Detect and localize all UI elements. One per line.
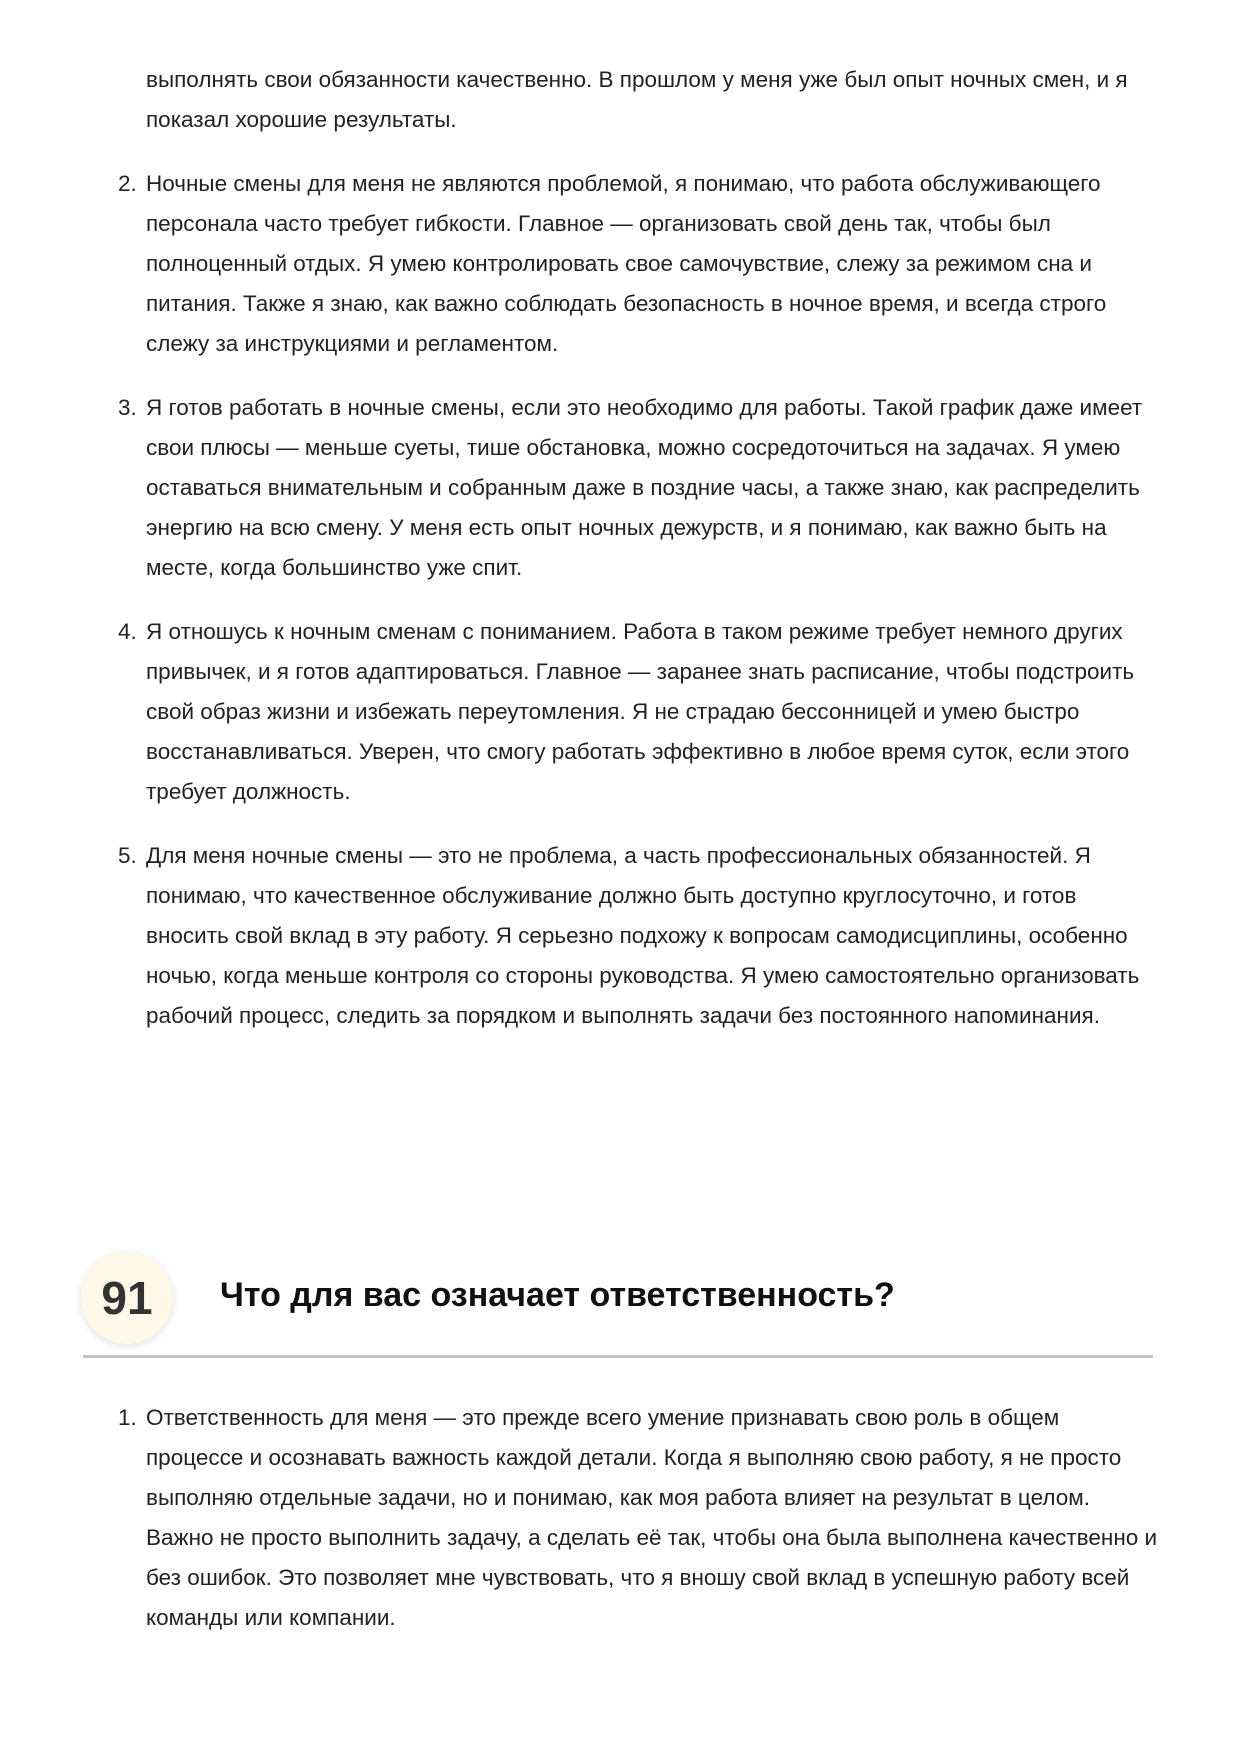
list-item: [118, 388, 1158, 588]
answer-list-91: [118, 1398, 1158, 1662]
list-number: 2.: [118, 171, 137, 196]
list-item-text: Я отношусь к ночным сменам с пониманием. Работа в таком режиме требует немного других привычек, и я готов адаптироваться. Главное — заранее знать расписание, чтобы подстроить свой образ жизни и избежать переутомления. Я не страдаю бессонницей и умею быстро восстанавливаться. Уверен, что смогу работать эффективно в любое время суток, если этого требует должность.: [146, 619, 1135, 804]
list-number: 5.: [118, 843, 137, 868]
list-item: [118, 1398, 1158, 1638]
list-item: [118, 164, 1158, 364]
list-item: [118, 612, 1158, 812]
question-title: Что для вас означает ответственность?: [220, 1276, 895, 1314]
list-item: [118, 836, 1158, 1036]
list-number: 3.: [118, 395, 137, 420]
list-item-continuation: [118, 60, 1158, 140]
list-number: 4.: [118, 619, 137, 644]
list-item-text: выполнять свои обязанности качественно. В прошлом у меня уже был опыт ночных смен, и я показал хорошие результаты.: [146, 67, 1128, 132]
list-number: 1.: [118, 1405, 137, 1430]
list-item-text: Ночные смены для меня не являются проблемой, я понимаю, что работа обслуживающего персонала часто требует гибкости. Главное — организовать свой день так, чтобы был полноценный отдых. Я умею контролировать свое самочувствие, слежу за режимом сна и питания. Также я знаю, как важно соблюдать безопасность в ночное время, и всегда строго слежу за инструкциями и регламентом.: [146, 171, 1107, 356]
list-item-text: Для меня ночные смены — это не проблема, а часть профессиональных обязанностей. Я понимаю, что качественное обслуживание должно быть доступно круглосуточно, и готов вносить свой вклад в эту работу. Я серьезно подхожу к вопросам самодисциплины, особенно ночью, когда меньше контроля со стороны руководства. Я умею самостоятельно организовать рабочий процесс, следить за порядком и выполнять задачи без постоянного напоминания.: [146, 843, 1140, 1028]
question-number-badge: 91: [81, 1252, 173, 1344]
answer-list-90: [118, 60, 1158, 1060]
list-item-text: Ответственность для меня — это прежде всего умение признавать свою роль в общем процессе и осознавать важность каждой детали. Когда я выполняю свою работу, я не просто выполняю отдельные задачи, но и понимаю, как моя работа влияет на результат в целом. Важно не просто выполнить задачу, а сделать её так, чтобы она была выполнена качественно и без ошибок. Это позволяет мне чувствовать, что я вношу свой вклад в успешную работу всей команды или компании.: [146, 1405, 1158, 1630]
list-item-text: Я готов работать в ночные смены, если это необходимо для работы. Такой график даже имеет свои плюсы — меньше суеты, тише обстановка, можно сосредоточиться на задачах. Я умею оставаться внимательным и собранным даже в поздние часы, а также знаю, как распределить энергию на всю смену. У меня есть опыт ночных дежурств, и я понимаю, как важно быть на месте, когда большинство уже спит.: [146, 395, 1143, 580]
divider: [83, 1355, 1153, 1358]
